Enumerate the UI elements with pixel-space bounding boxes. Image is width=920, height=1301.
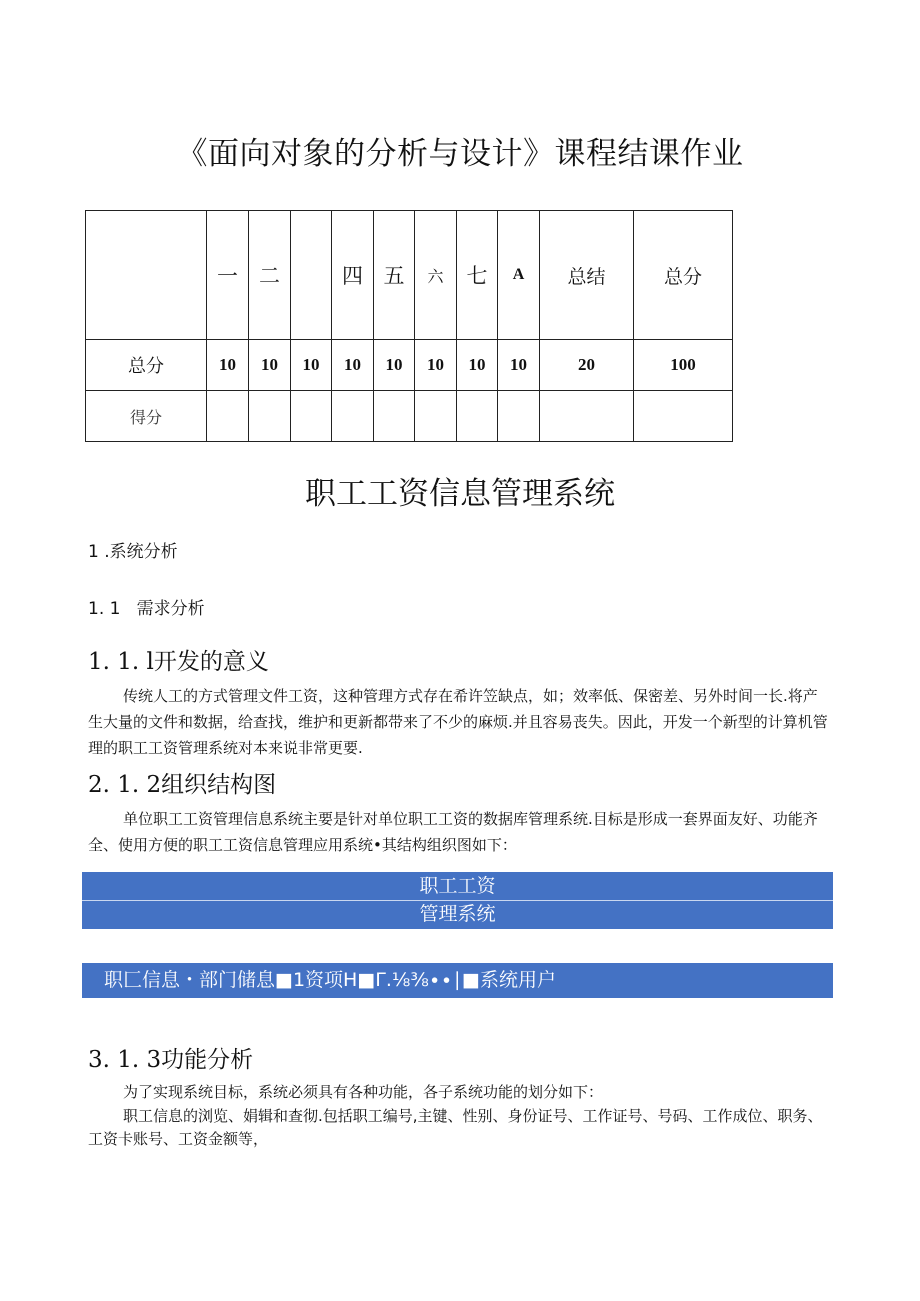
- header-cell-6: 六: [415, 211, 457, 340]
- score-obtained-cell[interactable]: [207, 391, 249, 442]
- score-table: [85, 210, 733, 442]
- score-obtained-cell[interactable]: [374, 391, 415, 442]
- org-chart-root-label-line2: 管理系统: [419, 903, 496, 925]
- system-title: 职工工资信息管理系统: [305, 476, 615, 512]
- section-heading-org-chart: 2. 1. 2组织结构图: [88, 772, 277, 798]
- paragraph-significance: 传统人工的方式管理文件工资，这种管理方式存在希许笠缺点，如；效率低、保密差、另外时间一长.将产生大量的文件和数据，给查找，维护和更新都带来了不少的麻烦.并且容易丧失。因此，开发一个新型的计算机管理的职工工资管理系统对本来说非常更要.: [88, 687, 828, 757]
- header-cell-summary: 总结: [540, 211, 634, 340]
- header-cell-total: 总分: [634, 211, 733, 340]
- header-cell-7: 七: [457, 211, 498, 340]
- score-obtained-cell[interactable]: [332, 391, 374, 442]
- paragraph-function-employee-info: 职工信息的浏览、娟辑和查彻.包括职工编号,主键、性别、身份证号、工作证号、号码、工作成位、职务、工资卡账号、工资金额等，: [88, 1107, 823, 1148]
- total-points-value: 10: [332, 340, 374, 391]
- header-cell-8: A: [498, 211, 540, 340]
- org-chart-root-node: [82, 872, 833, 929]
- header-cell-empty: [86, 211, 207, 340]
- total-points-value: 20: [540, 340, 634, 391]
- score-obtained-cell[interactable]: [291, 391, 332, 442]
- header-cell-3: [291, 211, 332, 340]
- score-obtained-cell[interactable]: [415, 391, 457, 442]
- total-points-value: 10: [498, 340, 540, 391]
- org-chart-child-nodes: [82, 963, 833, 998]
- org-chart-child-label: 职匚信息・部门储息■1资项H■Γ.⅛⅜∙∙∣■系统用户: [104, 969, 556, 991]
- document-title: 《面向对象的分析与设计》课程结课作业: [176, 136, 744, 172]
- section-heading-significance: 1. 1. l开发的意义: [88, 649, 269, 675]
- total-points-value: 10: [249, 340, 291, 391]
- total-points-value: 10: [374, 340, 415, 391]
- score-obtained-cell[interactable]: [498, 391, 540, 442]
- score-obtained-row: [86, 391, 733, 442]
- section-heading-function-analysis: 3. 1. 3功能分析: [88, 1047, 254, 1073]
- total-points-value: 100: [634, 340, 733, 391]
- section-heading-requirements: 1. 1 需求分析: [88, 599, 205, 619]
- paragraph-function-intro: 为了实现系统目标，系统必须具有各种功能，各子系统功能的划分如下：: [123, 1083, 604, 1101]
- total-points-value: 10: [291, 340, 332, 391]
- score-obtained-cell[interactable]: [457, 391, 498, 442]
- org-chart-root-label-line1: 职工工资: [419, 875, 496, 897]
- header-cell-5: 五: [374, 211, 415, 340]
- total-points-row: [86, 340, 733, 391]
- total-points-value: 10: [457, 340, 498, 391]
- total-points-value: 10: [415, 340, 457, 391]
- header-cell-2: 二: [249, 211, 291, 340]
- header-cell-1: 一: [207, 211, 249, 340]
- score-obtained-cell[interactable]: [634, 391, 733, 442]
- header-cell-4: 四: [332, 211, 374, 340]
- score-obtained-cell[interactable]: [249, 391, 291, 442]
- total-points-label: 总分: [86, 340, 207, 391]
- score-obtained-cell[interactable]: [540, 391, 634, 442]
- section-heading-system-analysis: 1 .系统分析: [88, 542, 178, 562]
- score-obtained-label: 得分: [86, 391, 207, 442]
- paragraph-org-chart: 单位职工工资管理信息系统主要是针对单位职工工资的数据库管理系统.目标是形成一套界面友好、功能齐全、使用方便的职工工资信息管理应用系统•其结构组织图如下：: [88, 810, 818, 854]
- total-points-value: 10: [207, 340, 249, 391]
- score-table-header-row: [86, 211, 733, 340]
